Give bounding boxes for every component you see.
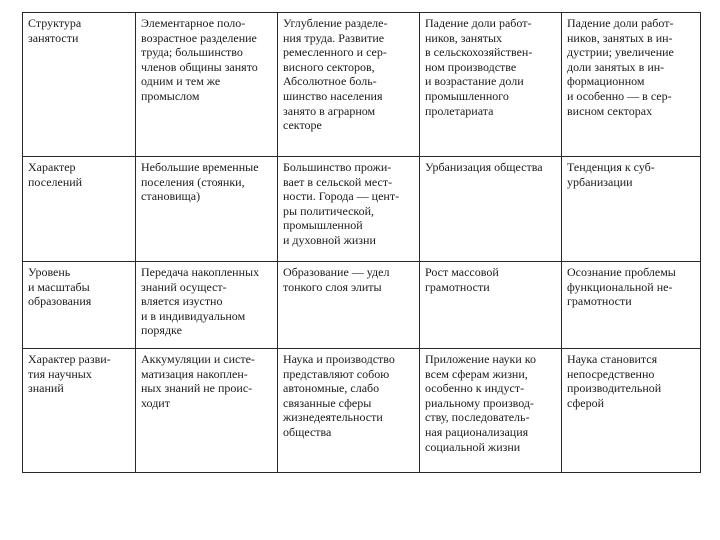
table-cell: Образование — удел тонкого слоя элиты [278,262,420,349]
table-cell: Небольшие временные поселения (стоянки, становища) [136,157,278,262]
table-row-education [23,262,701,349]
row-header-cell: Уровень и масштабы образования [23,262,136,349]
table-cell: Элементарное поло- возрастное разделение труда; большинство членов общины занято одним и тем же промыслом [136,13,278,157]
table-row-scientific-knowledge [23,349,701,473]
table-cell: Падение доли работ- ников, занятых в сельскохозяйствен- ном производстве и возрастание доли промышленного пролетариата [420,13,562,157]
table-cell: Рост массовой грамотности [420,262,562,349]
table-row-settlements [23,157,701,262]
row-header-cell: Характер поселений [23,157,136,262]
table-cell: Наука и производство представляют собою автономные, слабо связанные сферы жизнедеятельности общества [278,349,420,473]
comparison-table [22,12,701,473]
table-cell: Падение доли работ- ников, занятых в ин- дустрии; увеличение доли занятых в ин- формационном и особенно — в сер- висном секторах [562,13,701,157]
table-row-employment-structure [23,13,701,157]
table-cell: Большинство прожи- вает в сельской мест- ности. Города — цент- ры политической, промышленной и духовной жизни [278,157,420,262]
row-header-cell: Характер разви- тия научных знаний [23,349,136,473]
table-cell: Тенденция к суб- урбанизации [562,157,701,262]
table-cell: Аккумуляции и систе- матизация накоплен- ных знаний не проис- ходит [136,349,278,473]
table-cell: Осознание проблемы функциональной не- грамотности [562,262,701,349]
table-cell: Приложение науки ко всем сферам жизни, особенно к индуст- риальному производ- ству, последователь- ная рационализация социальной жизни [420,349,562,473]
table-cell: Передача накопленных знаний осущест- вляется изустно и в индивидуальном порядке [136,262,278,349]
table-cell: Углубление разделе- ния труда. Развитие ремесленного и сер- висного секторов, Абсолютное боль- шинство населения занято в аграрном секторе [278,13,420,157]
table-cell: Наука становится непосредственно производительной сферой [562,349,701,473]
row-header-cell: Структура занятости [23,13,136,157]
table-cell: Урбанизация общества [420,157,562,262]
